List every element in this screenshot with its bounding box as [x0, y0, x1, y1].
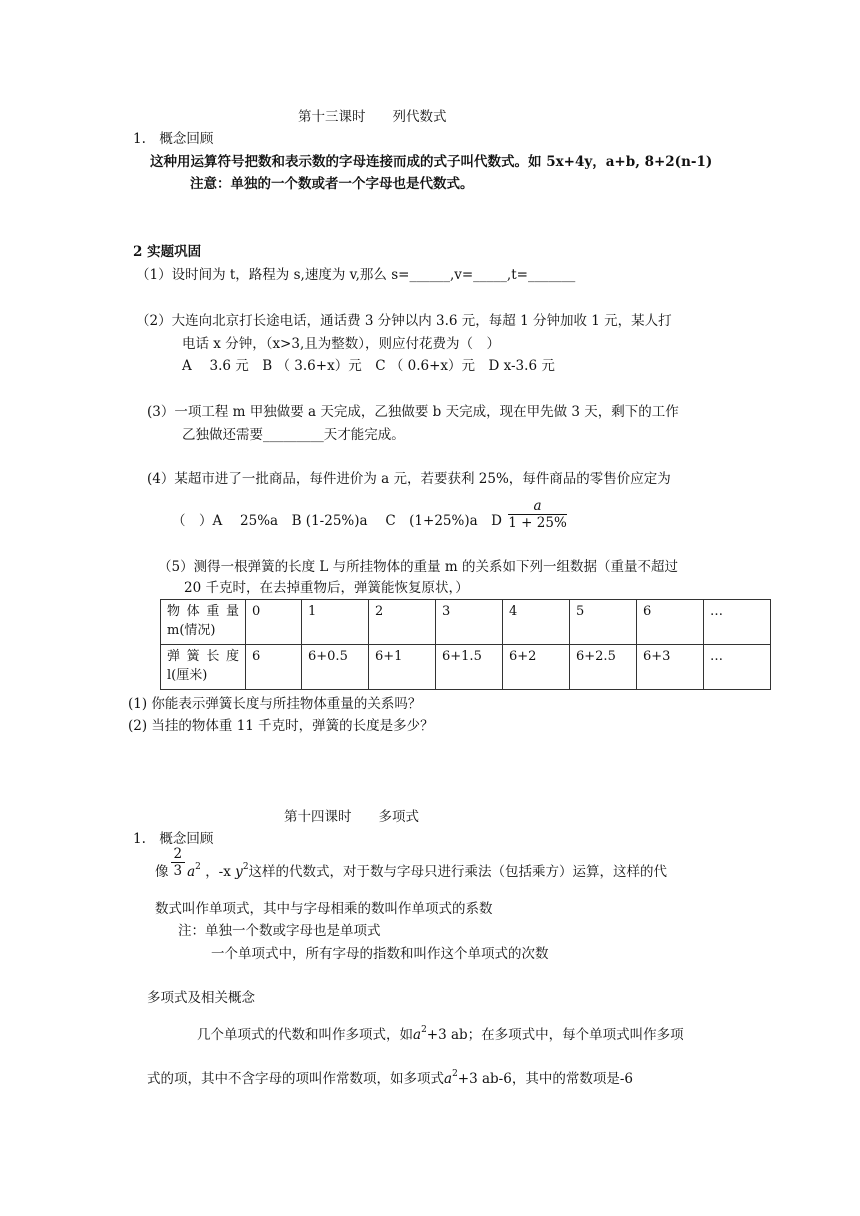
text-run: 几个单项式的代数和叫作多项式，如 [197, 1027, 413, 1043]
question-2-line1: （2）大连向北京打长途电话，通话费 3 分钟以内 3.6 元，每超 1 分钟加收 1 元，某人打 [136, 313, 672, 329]
text-run: +3 ab；在多项式中，每个单项式叫作多项 [426, 1027, 684, 1043]
header-unit: l(厘米) [167, 668, 208, 683]
table-cell: 5 [570, 600, 637, 645]
text-run: 式的项，其中不含字母的项叫作常数项，如多项式 [147, 1071, 444, 1087]
monomial-fraction [171, 846, 186, 879]
question-4-options-text: （ ）A 25%a B (1-25%)a C (1+25%)a D [172, 513, 502, 529]
polynomial-definition-line2 [147, 1069, 633, 1089]
variable: a [444, 1071, 453, 1087]
variable: a [413, 1027, 422, 1043]
variable: a [187, 864, 196, 880]
text-run: 这样的代数式，对于数与字母只进行乘法（包括乘方）运算，这样的代 [248, 864, 668, 880]
fraction-denominator: 1 + 25% [508, 515, 567, 531]
lesson13-definition: 这种用运算符号把数和表示数的字母连接而成的式子叫代数式。如 5x+4y，a+b, 8+2(n-1) [150, 154, 713, 170]
fraction-numerator: 2 [171, 846, 186, 863]
question-3-line2: 乙独做还需要_________天才能完成。 [182, 427, 405, 443]
exponent: 2 [195, 862, 201, 872]
question-4-fraction [508, 498, 567, 531]
question-2-line2: 电话 x 分钟，（x>3,且为整数），则应付花费为（ ） [182, 336, 501, 352]
lesson13-practice-heading: 2 实题巩固 [133, 244, 202, 260]
question-4-line1: (4）某超市进了一批商品，每件进价为 a 元，若要获利 25%，每件商品的零售价应定为 [147, 471, 671, 487]
table-cell: 1 [302, 600, 369, 645]
spring-data-table [160, 599, 771, 690]
lesson13-note: 注意：单独的一个数或者一个字母也是代数式。 [190, 176, 474, 192]
monomial-definition-line1 [155, 846, 668, 882]
sub-question-1: (1) 你能表示弹簧长度与所挂物体重量的关系吗？ [128, 696, 422, 712]
text-run: 像 [155, 864, 169, 880]
table-row [161, 645, 771, 690]
table-cell: 6+2 [503, 645, 570, 690]
header-label: 弹簧长度 [167, 649, 239, 664]
lesson14-title: 第十四课时 多项式 [284, 809, 419, 825]
monomial-definition-line2: 数式叫作单项式，其中与字母相乘的数叫作单项式的系数 [155, 901, 493, 917]
fraction-denominator: 3 [173, 863, 183, 879]
table-cell: 3 [436, 600, 503, 645]
header-unit: m(情况) [167, 623, 216, 638]
question-1: （1）设时间为 t，路程为 s,速度为 v,那么 s=______,v=_____,t=_______ [136, 267, 576, 283]
table-cell: … [704, 600, 771, 645]
fraction-numerator: a [508, 498, 567, 515]
lesson13-concept-heading: 1. 概念回顾 [133, 131, 214, 147]
text-run: +3 ab-6，其中的常数项是-6 [457, 1071, 633, 1087]
question-4-options [172, 498, 569, 531]
question-3-line1: (3）一项工程 m 甲独做要 a 天完成，乙独做要 b 天完成，现在甲先做 3 天，剩下的工作 [147, 404, 679, 420]
table-cell: 6+0.5 [302, 645, 369, 690]
question-5-line1: （5）测得一根弹簧的长度 L 与所挂物体的重量 m 的关系如下列一组数据（重量不超过 [158, 559, 679, 575]
table-header-weight [161, 600, 246, 645]
table-cell: … [704, 645, 771, 690]
question-5-line2: 20 千克时，在去掉重物后，弹簧能恢复原状，） [184, 580, 469, 596]
question-2-options: A 3.6 元 B （ 3.6+x）元 C （ 0.6+x）元 D x-3.6 元 [182, 358, 555, 374]
monomial-note-1: 注：单独一个数或字母也是单项式 [178, 923, 381, 939]
table-cell: 4 [503, 600, 570, 645]
table-cell: 6+1.5 [436, 645, 503, 690]
header-label: 物体重量 [167, 604, 239, 619]
sub-question-2: (2) 当挂的物体重 11 千克时，弹簧的长度是多少？ [128, 718, 434, 734]
table-header-length [161, 645, 246, 690]
lesson13-title: 第十三课时 列代数式 [298, 109, 447, 125]
table-cell: 6+1 [369, 645, 436, 690]
table-cell: 6 [637, 600, 704, 645]
text-run: ，-x [205, 864, 231, 880]
polynomial-heading: 多项式及相关概念 [147, 990, 255, 1006]
variable: y [235, 864, 243, 880]
table-cell: 0 [246, 600, 302, 645]
polynomial-definition-line1 [197, 1025, 684, 1045]
table-cell: 6+2.5 [570, 645, 637, 690]
exponent: 2 [421, 1025, 427, 1035]
lesson14-concept-heading: 1. 概念回顾 [133, 831, 214, 847]
table-cell: 6+3 [637, 645, 704, 690]
table-row [161, 600, 771, 645]
table-cell: 2 [369, 600, 436, 645]
table-cell: 6 [246, 645, 302, 690]
exponent: 2 [452, 1069, 458, 1079]
exponent: 2 [242, 862, 249, 872]
monomial-note-2: 一个单项式中，所有字母的指数和叫作这个单项式的次数 [211, 946, 549, 962]
